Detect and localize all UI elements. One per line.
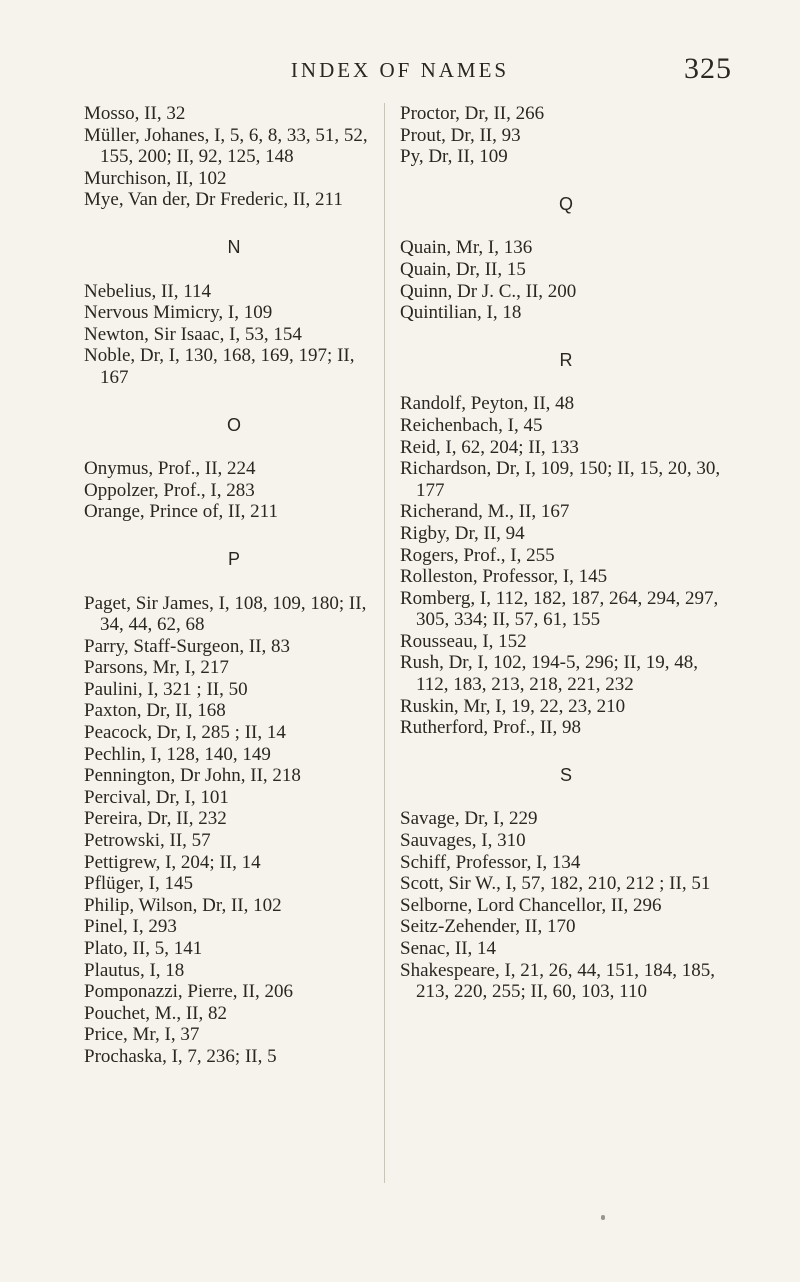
index-entry: Parsons, Mr, I, 217 — [84, 657, 229, 679]
column-divider — [384, 103, 385, 1183]
index-entry: Pflüger, I, 145 — [84, 873, 193, 895]
index-entry: Prout, Dr, II, 93 — [400, 124, 521, 146]
section-letter: S — [559, 764, 572, 785]
index-entry: Mye, Van der, Dr Frederic, II, 211 — [84, 189, 343, 211]
index-column-right — [400, 103, 732, 1003]
index-entry: Romberg, I, 112, 182, 187, 264, 294, 297, 305, 334; II, 57, 61, 155 — [400, 587, 719, 631]
index-entry: Philip, Wilson, Dr, II, 102 — [84, 894, 282, 916]
index-entry: Onymus, Prof., II, 224 — [84, 458, 256, 480]
index-entry: Quinn, Dr J. C., II, 200 — [400, 280, 577, 302]
index-entry: Pettigrew, I, 204; II, 14 — [84, 851, 261, 873]
section-letter: N — [227, 236, 241, 257]
index-entry: Oppolzer, Prof., I, 283 — [84, 479, 255, 501]
index-entry: Prochaska, I, 7, 236; II, 5 — [84, 1045, 277, 1067]
index-entry: Pomponazzi, Pierre, II, 206 — [84, 981, 293, 1003]
index-entry: Rousseau, I, 152 — [400, 630, 527, 652]
index-entry: Reid, I, 62, 204; II, 133 — [400, 436, 579, 458]
index-entry: Newton, Sir Isaac, I, 53, 154 — [84, 323, 302, 345]
index-entry: Py, Dr, II, 109 — [400, 146, 508, 168]
index-entry: Scott, Sir W., I, 57, 182, 210, 212 ; II, 51 — [400, 873, 711, 895]
page-number: 325 — [684, 52, 732, 85]
index-entry: Savage, Dr, I, 229 — [400, 808, 538, 830]
index-entry: Plato, II, 5, 141 — [84, 938, 203, 959]
ink-mark — [601, 1215, 605, 1220]
index-entry: Peacock, Dr, I, 285 ; II, 14 — [84, 722, 286, 744]
section-letter: O — [226, 414, 241, 435]
index-entry: Pinel, I, 293 — [84, 916, 177, 938]
index-entry: Paxton, Dr, II, 168 — [84, 700, 226, 722]
index-entry: Parry, Staff-Surgeon, II, 83 — [84, 635, 290, 657]
index-entry: Mosso, II, 32 — [84, 103, 186, 124]
index-entry: Pechlin, I, 128, 140, 149 — [84, 743, 271, 765]
index-entry: Richardson, Dr, I, 109, 150; II, 15, 20, 30, 177 — [400, 458, 721, 501]
index-entry: Noble, Dr, I, 130, 168, 169, 197; II, 167 — [84, 345, 355, 388]
index-entry: Orange, Prince of, II, 211 — [84, 501, 278, 523]
index-entry: Sauvages, I, 310 — [400, 830, 526, 852]
index-entry: Rogers, Prof., I, 255 — [400, 544, 555, 566]
index-entry: Richerand, M., II, 167 — [400, 501, 570, 523]
index-entry: Quain, Dr, II, 15 — [400, 258, 526, 280]
index-entry: Pouchet, M., II, 82 — [84, 1002, 228, 1024]
page-header — [0, 52, 800, 92]
index-entry: Ruskin, Mr, I, 19, 22, 23, 210 — [400, 695, 626, 717]
index-entry: Quain, Mr, I, 136 — [400, 237, 533, 259]
index-entry: Müller, Johanes, I, 5, 6, 8, 33, 51, 52, 155, 200; II, 92, 125, 148 — [84, 124, 368, 168]
index-entry: Nervous Mimicry, I, 109 — [84, 302, 273, 324]
index-entry: Pennington, Dr John, II, 218 — [84, 765, 301, 787]
index-entry: Rush, Dr, I, 102, 194-5, 296; II, 19, 48, 112, 183, 213, 218, 221, 232 — [400, 652, 698, 696]
index-entry: Murchison, II, 102 — [84, 167, 227, 189]
index-entry: Quintilian, I, 18 — [400, 302, 522, 324]
index-entry: Shakespeare, I, 21, 26, 44, 151, 184, 185, 213, 220, 255; II, 60, 103, 110 — [400, 959, 716, 1003]
section-letter: P — [227, 548, 240, 569]
index-entry: Paget, Sir James, I, 108, 109, 180; II, 34, 44, 62, 68 — [84, 592, 367, 636]
running-title: INDEX OF NAMES — [290, 58, 510, 82]
index-entry: Reichenbach, I, 45 — [400, 414, 543, 436]
index-entry: Proctor, Dr, II, 266 — [400, 103, 545, 124]
index-column-left — [84, 103, 384, 1068]
index-entry: Rigby, Dr, II, 94 — [400, 522, 525, 544]
index-entry: Selborne, Lord Chancellor, II, 296 — [400, 894, 662, 916]
index-entry: Rolleston, Professor, I, 145 — [400, 566, 608, 588]
index-entry: Senac, II, 14 — [400, 938, 497, 959]
index-entry: Schiff, Professor, I, 134 — [400, 851, 581, 873]
section-letter: R — [559, 349, 573, 370]
index-entry: Nebelius, II, 114 — [84, 280, 211, 302]
index-entry: Paulini, I, 321 ; II, 50 — [84, 678, 248, 700]
index-entry: Price, Mr, I, 37 — [84, 1024, 200, 1046]
index-entry: Petrowski, II, 57 — [84, 830, 211, 852]
index-entry: Pereira, Dr, II, 232 — [84, 808, 227, 830]
index-entry: Randolf, Peyton, II, 48 — [400, 393, 575, 415]
section-letter: Q — [558, 193, 573, 214]
index-entry: Plautus, I, 18 — [84, 959, 185, 981]
index-entry: Seitz-Zehender, II, 170 — [400, 916, 576, 938]
index-entry: Rutherford, Prof., II, 98 — [400, 717, 581, 739]
index-entry: Percival, Dr, I, 101 — [84, 786, 229, 808]
